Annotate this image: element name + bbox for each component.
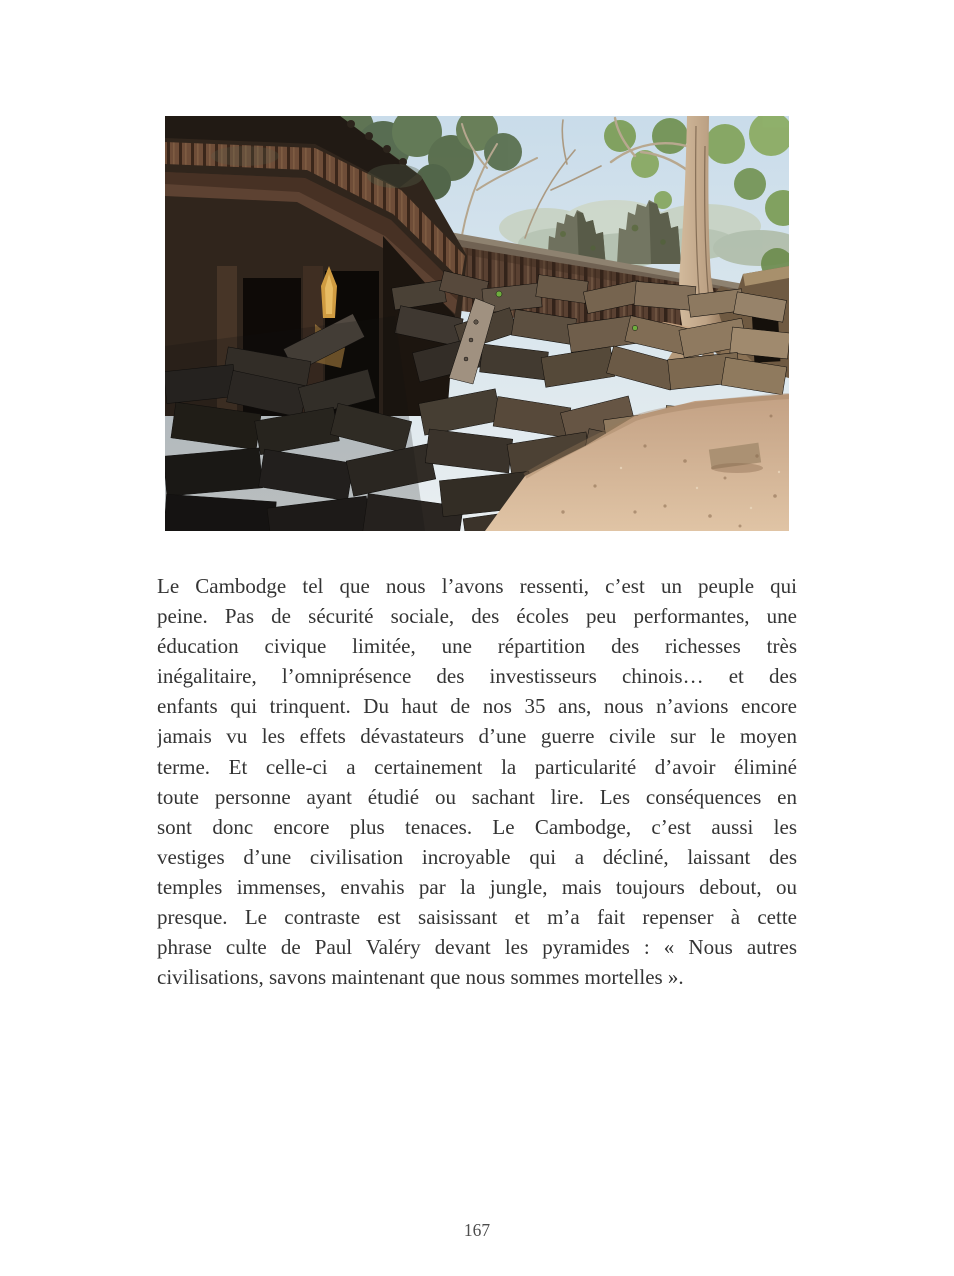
page-number: 167	[463, 1220, 491, 1240]
body-paragraph	[157, 571, 797, 992]
text-line: peine. Pas de sécurité sociale, des écoles peu performantes, une	[157, 604, 797, 629]
text-line: presque. Le contraste est saisissant et m’a fait repenser à cette	[157, 905, 797, 930]
text-line: inégalitaire, l’omniprésence des investisseurs chinois… et des	[157, 664, 797, 689]
text-line: enfants qui trinquent. Du haut de nos 35 ans, nous n’avions encore	[157, 694, 797, 719]
text-line: vestiges d’une civilisation incroyable qui a décliné, laissant des	[157, 844, 797, 869]
ruins-photo-canvas	[165, 116, 789, 531]
text-line: terme. Et celle-ci a certainement la particularité d’avoir éliminé	[157, 754, 797, 779]
text-line: civilisations, savons maintenant que nous sommes mortelles ».	[157, 965, 684, 990]
text-line: toute personne ayant étudié ou sachant lire. Les conséquences en	[157, 784, 797, 809]
text-line: sont donc encore plus tenaces. Le Cambodge, c’est aussi les	[157, 814, 797, 839]
text-line: jamais vu les effets dévastateurs d’une guerre civile sur le moyen	[157, 724, 797, 749]
text-line: phrase culte de Paul Valéry devant les pyramides : « Nous autres	[157, 935, 797, 960]
ruins-photo	[165, 116, 789, 531]
text-line: Le Cambodge tel que nous l’avons ressenti, c’est un peuple qui	[157, 574, 797, 598]
text-line: temples immenses, envahis par la jungle, mais toujours debout, ou	[157, 874, 797, 899]
text-line: éducation civique limitée, une répartition des richesses très	[157, 634, 797, 659]
